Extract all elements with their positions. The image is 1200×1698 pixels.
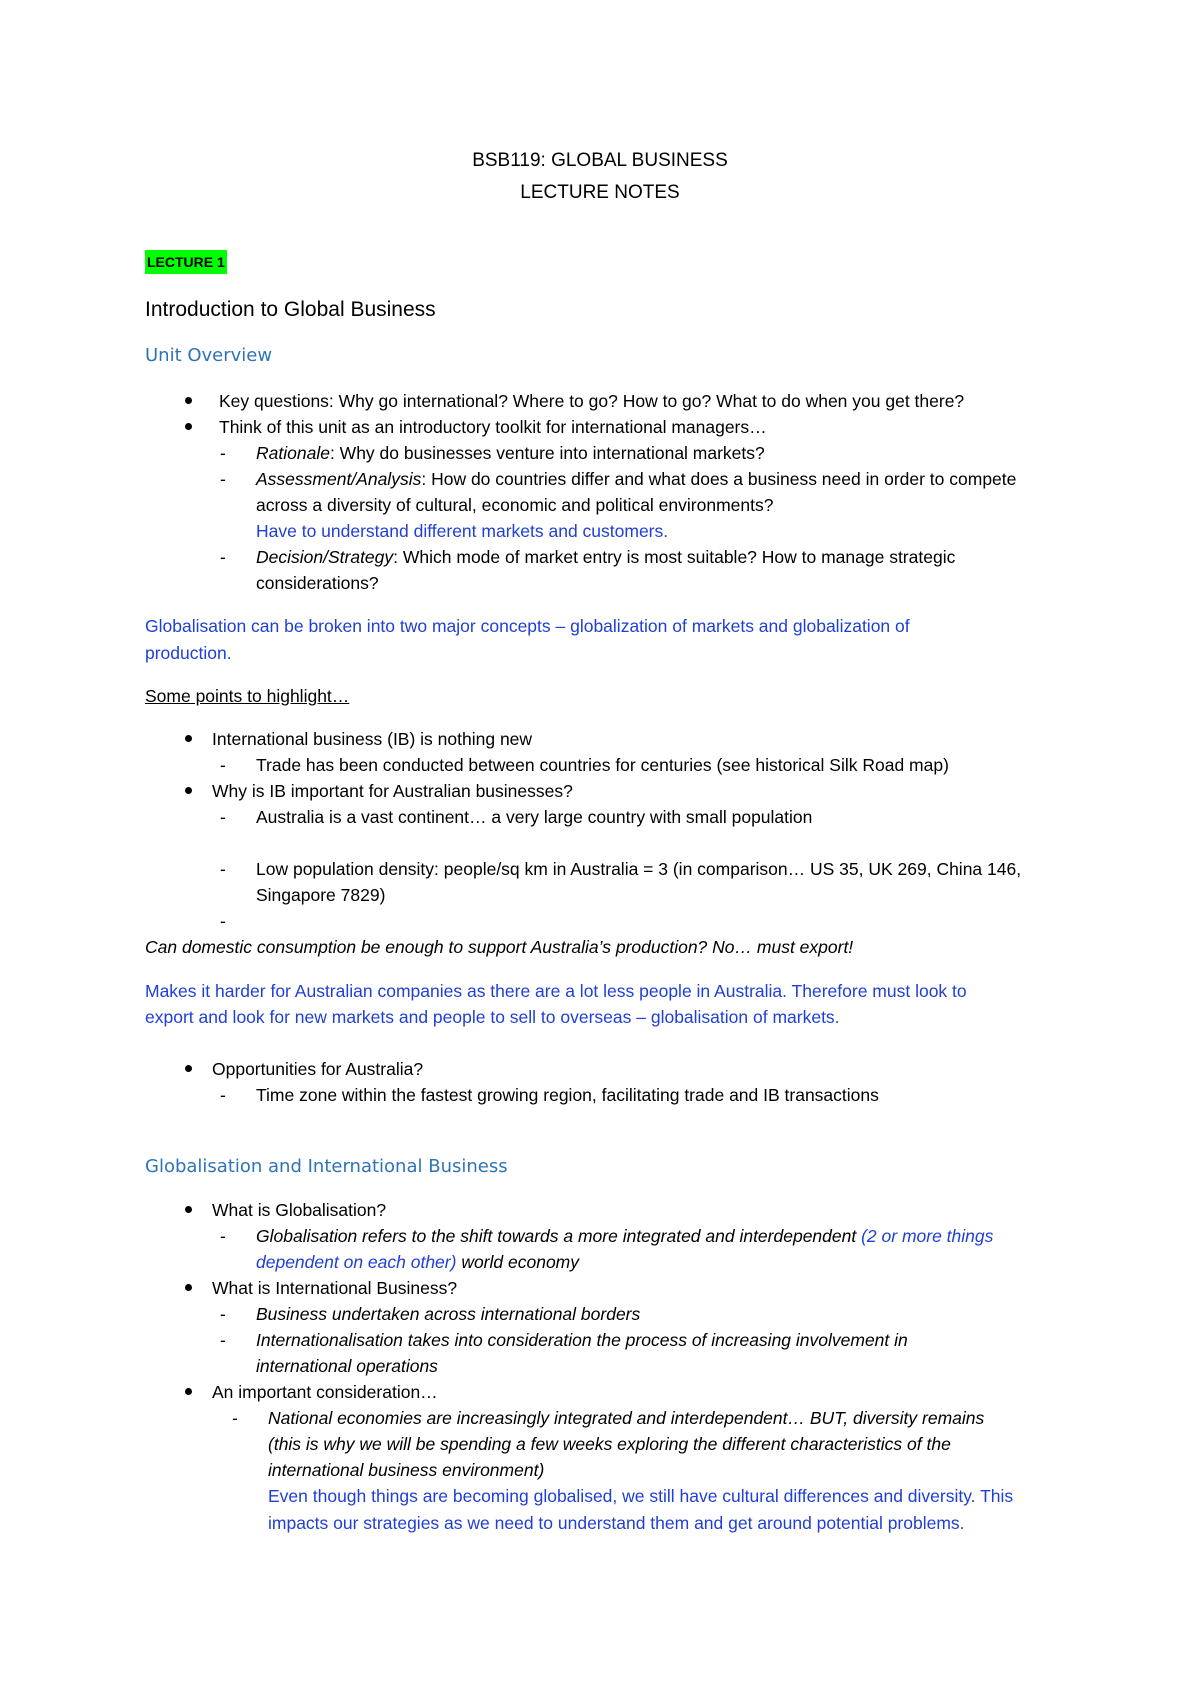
course-title: BSB119: GLOBAL BUSINESS [472,150,728,171]
globalisation-def-b: (2 or more things [861,1226,994,1246]
ib-definition: Business undertaken across international borders [256,1304,641,1324]
glob-ib-heading: Globalisation and International Business [145,1156,508,1177]
national-economies-2: (this is why we will be spending a few weeks exploring the different characteristics of the [268,1434,951,1454]
globalisation-definition-2 [256,1249,579,1275]
dash-marker: - [220,1085,226,1105]
dash-marker: - [220,911,226,931]
internationalisation-text-1: Internationalisation takes into consideration the process of increasing involvement in [256,1330,908,1350]
globalisation-note-2: production. [145,643,232,663]
australian-companies-note-2: export and look for new markets and people to sell to overseas – globalisation of markets. [145,1007,840,1027]
assessment-label: Assessment/Analysis [256,469,422,489]
rationale-text: : Why do businesses venture into international markets? [329,443,765,463]
time-zone-text: Time zone within the fastest growing region, facilitating trade and IB transactions [256,1085,879,1105]
dash-marker: - [220,1304,226,1324]
rationale-label: Rationale [256,443,330,463]
opportunities-text: Opportunities for Australia? [212,1059,424,1079]
rationale-line [256,440,765,466]
decision-text-1: : Which mode of market entry is most suitable? How to manage strategic [393,547,956,567]
document-subtitle: LECTURE NOTES [520,182,680,203]
ib-nothing-new: International business (IB) is nothing new [212,729,533,749]
decision-label: Decision/Strategy [256,547,394,567]
dash-marker: - [220,755,226,775]
silk-road-text: Trade has been conducted between countries for centuries (see historical Silk Road map) [256,755,949,775]
assessment-text-1: : How do countries differ and what does a business need in order to compete [421,469,1017,489]
population-density-2: Singapore 7829) [256,885,386,905]
dash-marker: - [220,859,226,879]
points-heading: Some points to highlight… [145,686,350,706]
national-economies-3: international business environment) [268,1460,545,1480]
cultural-differences-note-1: Even though things are becoming globalised, we still have cultural differences and diversity. This [268,1486,1014,1506]
assessment-text-2: across a diversity of cultural, economic and political environments? [256,495,774,515]
dash-marker: - [220,443,226,463]
dash-marker: - [220,547,226,567]
national-economies-1: National economies are increasingly integrated and interdependent… BUT, diversity remains [268,1408,985,1428]
ib-important-text: Why is IB important for Australian businesses? [212,781,573,801]
globalisation-def-a: Globalisation refers to the shift towards a more integrated and interdependent [256,1226,862,1246]
decision-line [256,544,955,570]
population-density-1: Low population density: people/sq km in Australia = 3 (in comparison… US 35, UK 269, China 146, [256,859,1022,879]
domestic-consumption-question: Can domestic consumption be enough to support Australia’s production? No… must export! [145,937,854,957]
internationalisation-text-2: international operations [256,1356,438,1376]
australian-companies-note-1: Makes it harder for Australian companies as there are a lot less people in Australia. Therefore must look to [145,981,967,1001]
vast-continent-text: Australia is a vast continent… a very large country with small population [256,807,813,827]
dash-marker: - [232,1408,238,1428]
toolkit-text: Think of this unit as an introductory toolkit for international managers… [219,417,767,437]
key-questions-text: Key questions: Why go international? Where to go? How to go? What to do when you get there? [219,391,965,411]
globalisation-note-1: Globalisation can be broken into two major concepts – globalization of markets and globalization of [145,616,910,636]
decision-text-2: considerations? [256,573,379,593]
globalisation-definition-1 [256,1223,993,1249]
assessment-line [256,466,1016,492]
dash-marker: - [220,469,226,489]
section-title: Introduction to Global Business [145,298,436,321]
assessment-note: Have to understand different markets and customers. [256,521,669,541]
important-consideration: An important consideration… [212,1382,438,1402]
lecture-highlight-tag: LECTURE 1 [145,250,227,274]
unit-overview-heading: Unit Overview [145,345,273,366]
globalisation-def-d: world economy [456,1252,580,1272]
globalisation-def-c: dependent on each other) [256,1252,457,1272]
what-is-ib: What is International Business? [212,1278,458,1298]
dash-marker: - [220,1226,226,1246]
dash-marker: - [220,1330,226,1350]
cultural-differences-note-2: impacts our strategies as we need to understand them and get around potential problems. [268,1513,965,1533]
what-is-globalisation: What is Globalisation? [212,1200,387,1220]
dash-marker: - [220,807,226,827]
